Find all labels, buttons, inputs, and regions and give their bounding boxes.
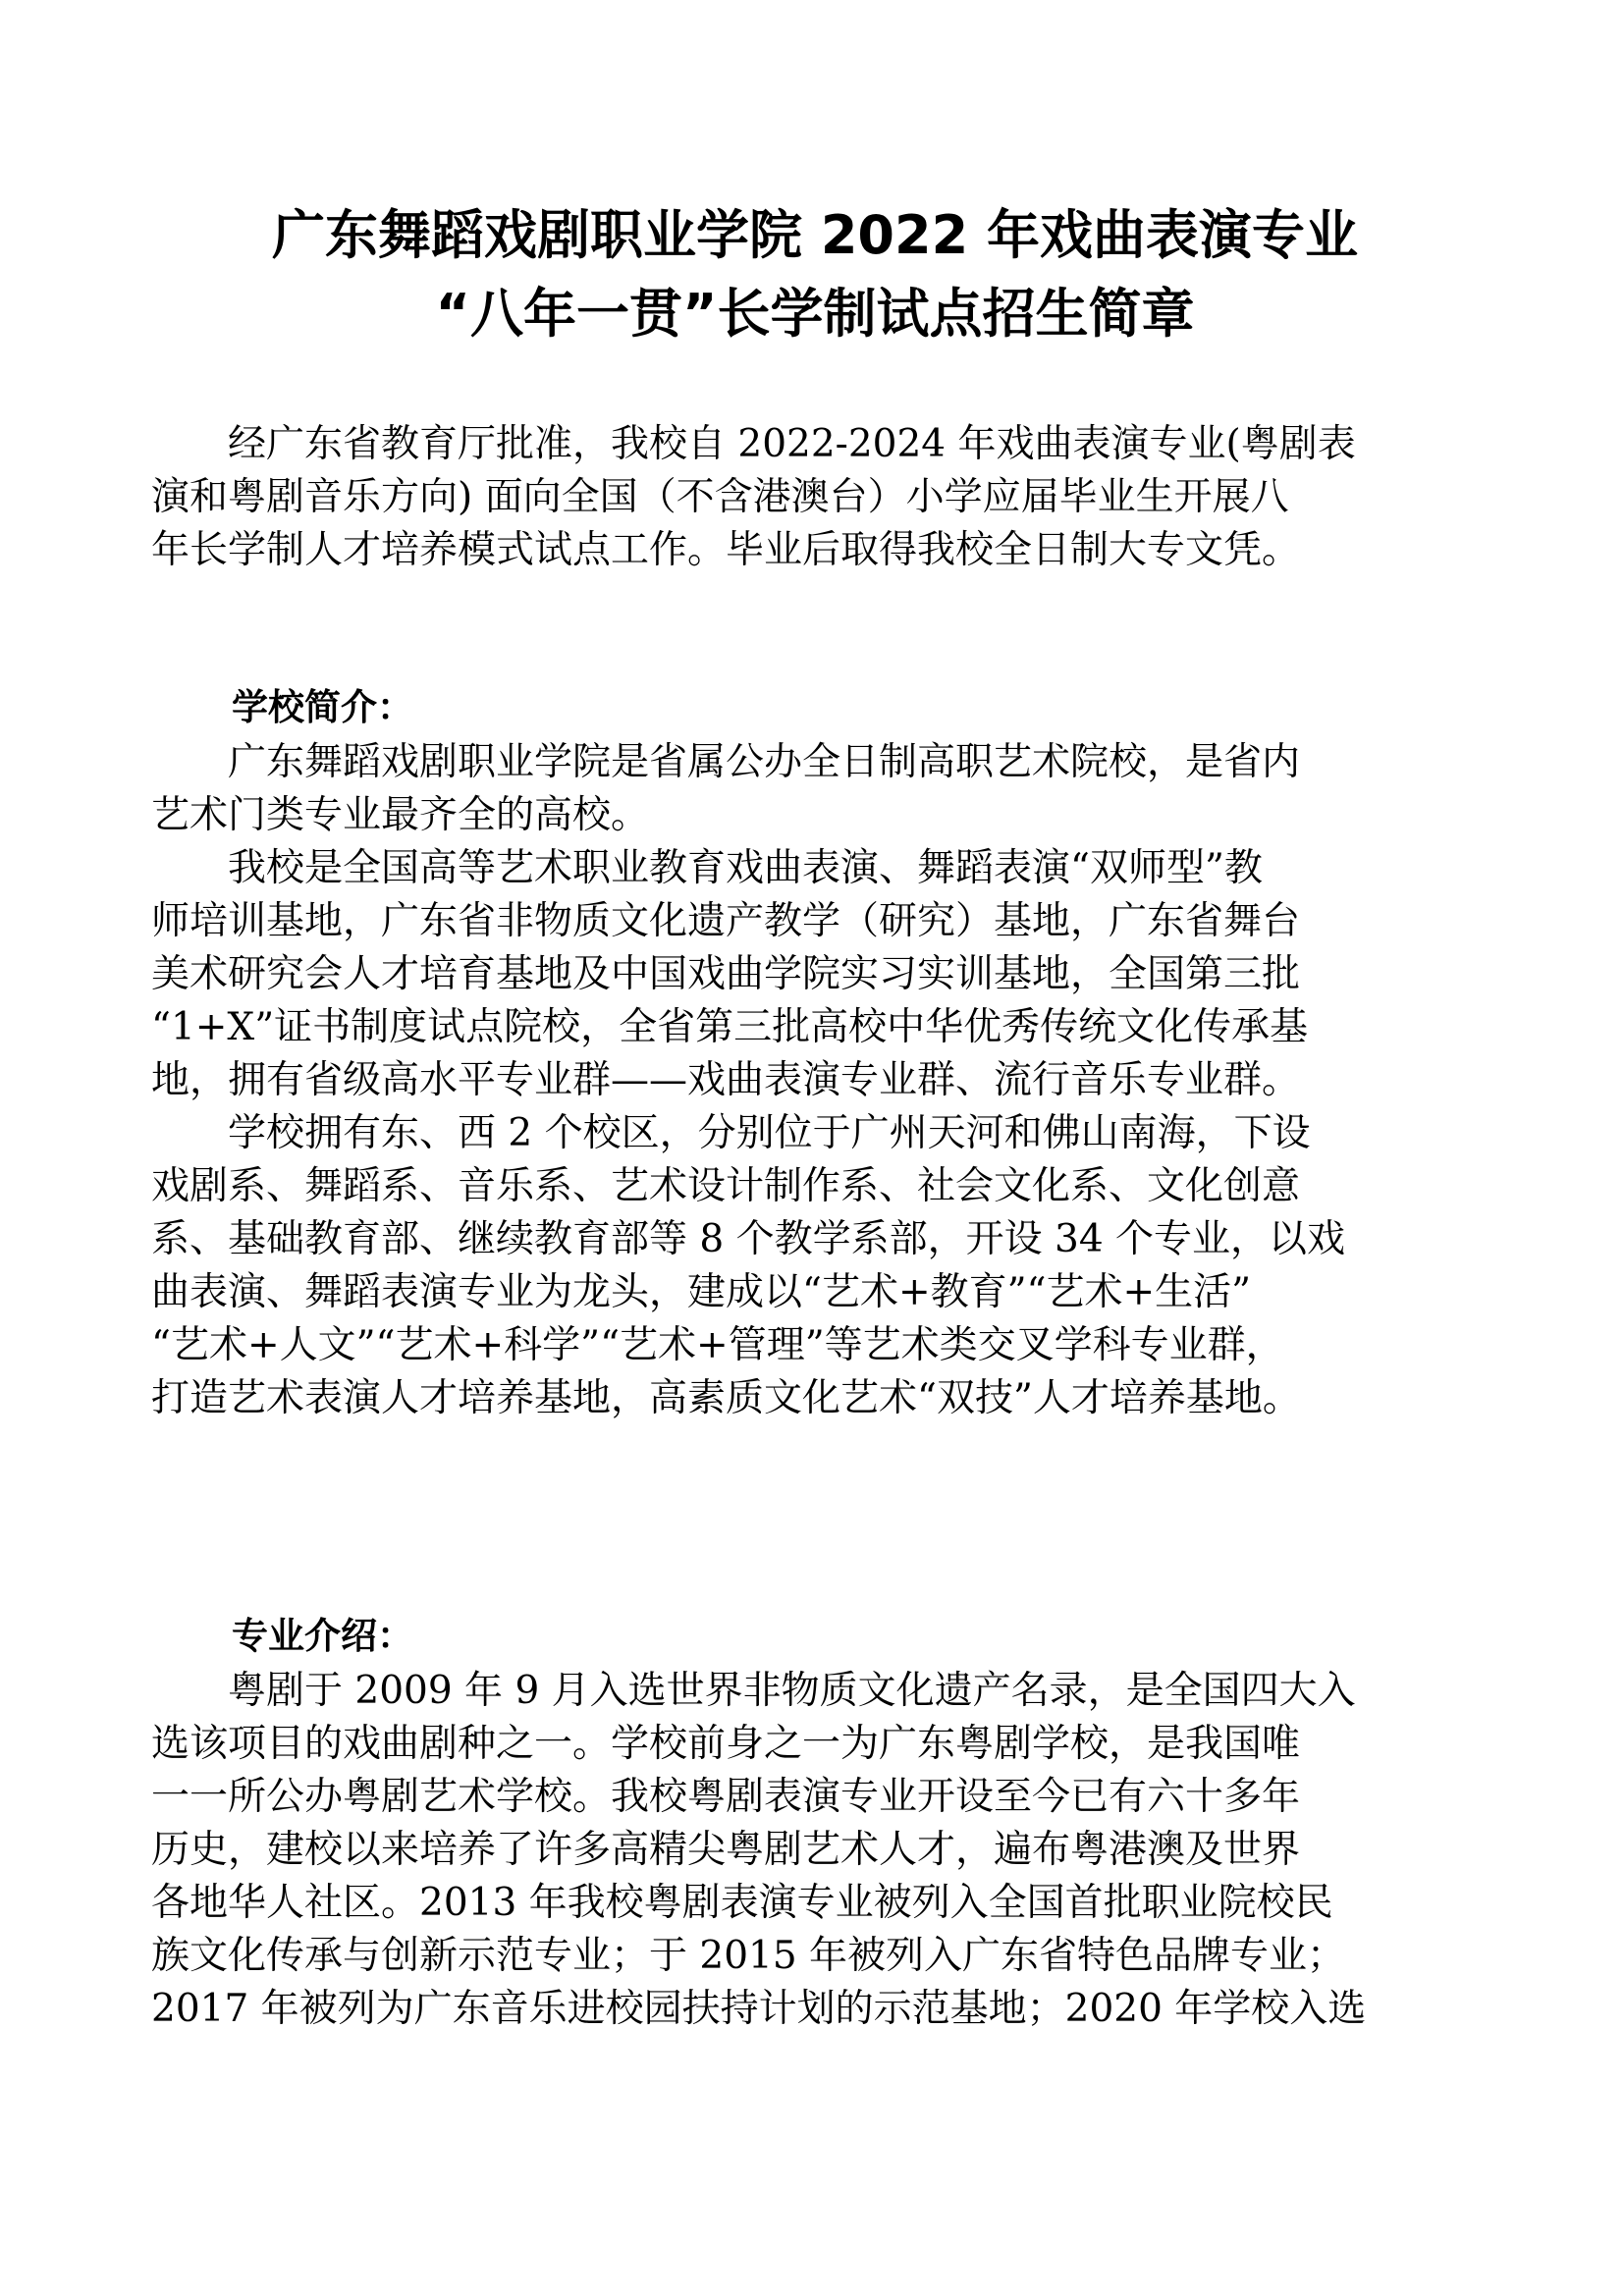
text-line: 艺术门类专业最齐全的高校。 bbox=[151, 793, 650, 837]
text-line: “艺术+人文”“艺术+科学”“艺术+管理”等艺术类交叉学科专业群， bbox=[151, 1323, 1284, 1367]
intro-paragraph bbox=[151, 418, 1487, 577]
section-heading-school-intro: 学校简介： bbox=[232, 686, 413, 728]
text-line: 曲表演、舞蹈表演专业为龙头，建成以“艺术+教育”“艺术+生活” bbox=[151, 1270, 1252, 1314]
document-title-line-1: 广东舞蹈戏剧职业学院 2022 年戏曲表演专业 bbox=[272, 204, 1358, 266]
school-intro-paragraph-3 bbox=[151, 1107, 1487, 1425]
text-line: 美术研究会人才培育基地及中国戏曲学院实习实训基地，全国第三批 bbox=[151, 952, 1301, 996]
text-line: 年长学制人才培养模式试点工作。毕业后取得我校全日制大专文凭。 bbox=[151, 528, 1301, 572]
text-line: 经广东省教育厅批准，我校自 2022-2024 年戏曲表演专业(粤剧表 bbox=[151, 422, 1356, 466]
school-intro-paragraph-2 bbox=[151, 842, 1487, 1107]
school-intro-paragraph-1 bbox=[151, 736, 1487, 842]
text-line: 演和粤剧音乐方向) 面向全国（不含港澳台）小学应届毕业生开展八 bbox=[151, 475, 1289, 519]
text-line: 我校是全国高等艺术职业教育戏曲表演、舞蹈表演“双师型”教 bbox=[151, 846, 1263, 890]
text-line: 一一所公办粤剧艺术学校。我校粤剧表演专业开设至今已有六十多年 bbox=[151, 1775, 1301, 1819]
major-intro-paragraph bbox=[151, 1665, 1487, 2036]
text-line: 各地华人社区。2013 年我校粤剧表演专业被列入全国首批职业院校民 bbox=[151, 1881, 1333, 1925]
text-line: 广东舞蹈戏剧职业学院是省属公办全日制高职艺术院校，是省内 bbox=[151, 740, 1301, 784]
document-title-line-2: “八年一贯”长学制试点招生简章 bbox=[435, 283, 1195, 345]
section-heading-major-intro: 专业介绍： bbox=[232, 1615, 413, 1657]
text-line: 师培训基地，广东省非物质文化遗产教学（研究）基地，广东省舞台 bbox=[151, 899, 1301, 943]
text-line: 学校拥有东、西 2 个校区，分别位于广州天河和佛山南海，下设 bbox=[151, 1111, 1311, 1155]
text-line: 地，拥有省级高水平专业群——戏曲表演专业群、流行音乐专业群。 bbox=[151, 1058, 1301, 1102]
text-line: 2017 年被列为广东音乐进校园扶持计划的示范基地；2020 年学校入选 bbox=[151, 1987, 1367, 2031]
text-line: 粤剧于 2009 年 9 月入选世界非物质文化遗产名录，是全国四大入 bbox=[151, 1669, 1356, 1713]
text-line: “1+X”证书制度试点院校，全省第三批高校中华优秀传统文化传承基 bbox=[151, 1005, 1309, 1049]
text-line: 打造艺术表演人才培养基地，高素质文化艺术“双技”人才培养基地。 bbox=[151, 1376, 1301, 1420]
text-line: 族文化传承与创新示范专业；于 2015 年被列入广东省特色品牌专业； bbox=[151, 1934, 1346, 1978]
text-line: 戏剧系、舞蹈系、音乐系、艺术设计制作系、社会文化系、文化创意 bbox=[151, 1164, 1301, 1208]
text-line: 系、基础教育部、继续教育部等 8 个教学系部，开设 34 个专业，以戏 bbox=[151, 1217, 1346, 1261]
text-line: 选该项目的戏曲剧种之一。学校前身之一为广东粤剧学校，是我国唯 bbox=[151, 1722, 1301, 1766]
text-line: 历史，建校以来培养了许多高精尖粤剧艺术人才，遍布粤港澳及世界 bbox=[151, 1828, 1301, 1872]
